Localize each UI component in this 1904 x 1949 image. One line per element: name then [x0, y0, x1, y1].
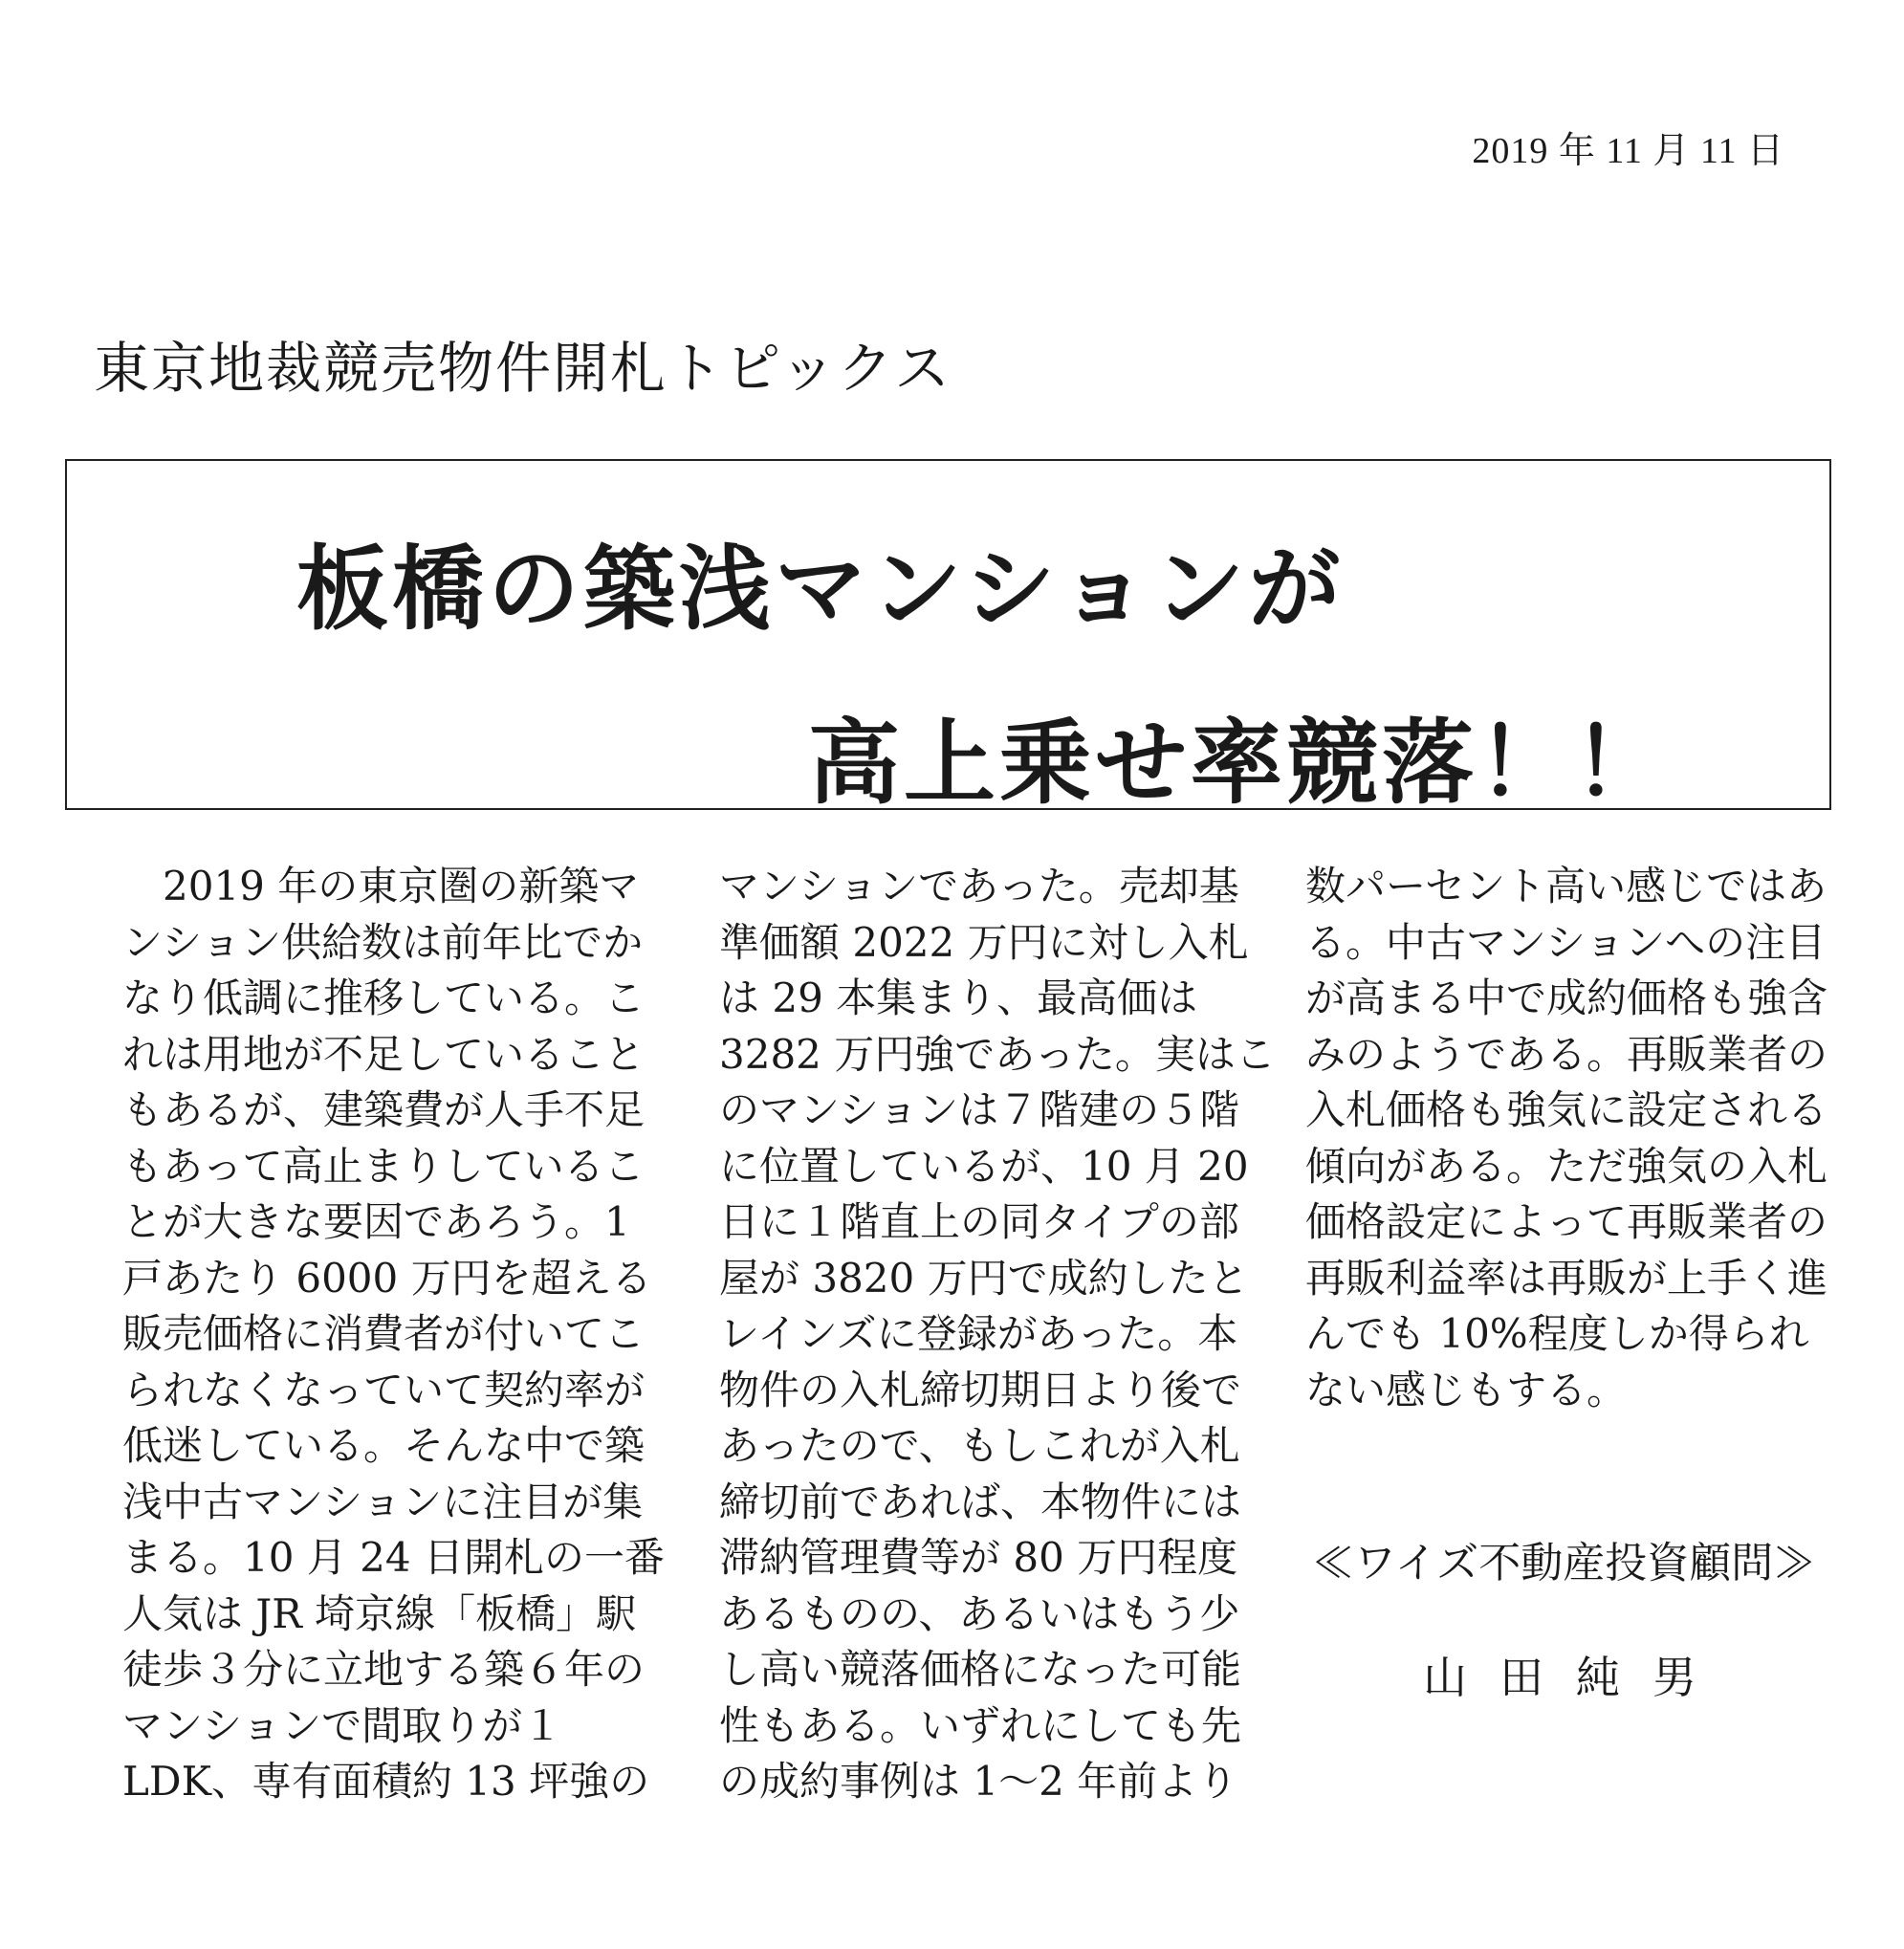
body-text-line: ンション供給数は前年比でか: [122, 918, 644, 966]
body-text-line: れは用地が不足していること: [122, 1030, 646, 1078]
body-text-line: のマンションは７階建の５階: [719, 1086, 1240, 1133]
author-name: 山田純男: [1423, 1652, 1729, 1703]
body-text-line: 滞納管理費等が 80 万円程度: [719, 1534, 1238, 1581]
body-column-3: [1305, 859, 1827, 1418]
body-text-line: 締切前であれば、本物件には: [719, 1478, 1242, 1525]
body-text-line: 3282 万円強であった。実はこ: [719, 1030, 1276, 1078]
body-text-line: 屋が 3820 万円で成約したと: [719, 1254, 1249, 1302]
body-text-line: あったので、もしこれが入札: [719, 1422, 1240, 1469]
body-text-line: とが大きな要因であろう。1: [122, 1198, 630, 1245]
headline-line-2: 高上乗せ率競落！！: [808, 710, 1669, 817]
body-text-line: 日に１階直上の同タイプの部: [719, 1198, 1239, 1245]
headline-box: [65, 459, 1831, 817]
body-text-line: もあって高止まりしているこ: [122, 1142, 645, 1190]
article-date: 2019 年 11 月 11 日: [1472, 131, 1784, 171]
body-text-line: 物件の入札締切期日より後で: [719, 1366, 1242, 1413]
body-text-line: が高まる中で成約価格も強含: [1305, 974, 1828, 1021]
body-text-line: 傾向がある。ただ強気の入札: [1305, 1142, 1828, 1190]
company-name: ≪ワイズ不動産投資顧問≫: [1312, 1539, 1816, 1588]
body-text-line: の成約事例は 1～2 年前より: [719, 1758, 1238, 1805]
body-text-line: みのようである。再販業者の: [1305, 1030, 1828, 1078]
body-text-line: 2019 年の東京圏の新築マ: [122, 863, 640, 909]
body-text-line: んでも 10%程度しか得られ: [1305, 1310, 1809, 1357]
body-column-2: [719, 859, 1276, 1810]
body-text-line: もあるが、建築費が人手不足: [122, 1086, 646, 1133]
body-text-line: まる。10 月 24 日開札の一番: [122, 1534, 665, 1581]
body-column-1: [122, 859, 665, 1810]
body-text-line: マンションであった。売却基: [719, 863, 1239, 909]
body-text-line: 再販利益率は再販が上手く進: [1305, 1254, 1828, 1302]
body-text-line: 戸あたり 6000 万円を超える: [122, 1254, 652, 1302]
body-text-line: レインズに登録があった。本: [719, 1310, 1238, 1357]
body-text-line: 浅中古マンションに注目が集: [122, 1478, 644, 1525]
body-text-line: 価格設定によって再販業者の: [1305, 1198, 1828, 1245]
section-title: 東京地裁競売物件開札トピックス: [94, 336, 952, 401]
body-text-line: に位置しているが、10 月 20: [719, 1142, 1249, 1190]
body-text-line: マンションで間取りが１: [122, 1701, 563, 1749]
body-text-line: 低迷している。そんな中で築: [122, 1422, 646, 1469]
body-text-line: る。中古マンションへの注目: [1305, 918, 1827, 966]
headline-line-1: 板橋の築浅マンションが: [296, 536, 1345, 643]
body-text-line: 販売価格に消費者が付いてこ: [122, 1310, 646, 1357]
body-text-line: 入札価格も強気に設定される: [1305, 1086, 1828, 1133]
body-text-line: 準価額 2022 万円に対し入札: [719, 918, 1249, 966]
body-text-line: 徒歩３分に立地する築６年の: [122, 1646, 646, 1693]
body-text-line: LDK、専有面積約 13 坪強の: [122, 1758, 650, 1805]
body-text-line: 性もある。いずれにしても先: [719, 1701, 1242, 1749]
body-text-line: 数パーセント高い感じではあ: [1305, 863, 1827, 909]
body-text-line: あるものの、あるいはもう少: [719, 1589, 1240, 1637]
body-text-line: ない感じもする。: [1305, 1366, 1628, 1413]
body-text-line: 人気は JR 埼京線「板橋」駅: [122, 1589, 637, 1637]
body-text-line: られなくなっていて契約率が: [122, 1366, 646, 1413]
body-text-line: し高い競落価格になった可能: [719, 1646, 1242, 1693]
body-text-line: は 29 本集まり、最高価は: [719, 974, 1198, 1021]
body-text-line: なり低調に推移している。こ: [122, 974, 646, 1021]
